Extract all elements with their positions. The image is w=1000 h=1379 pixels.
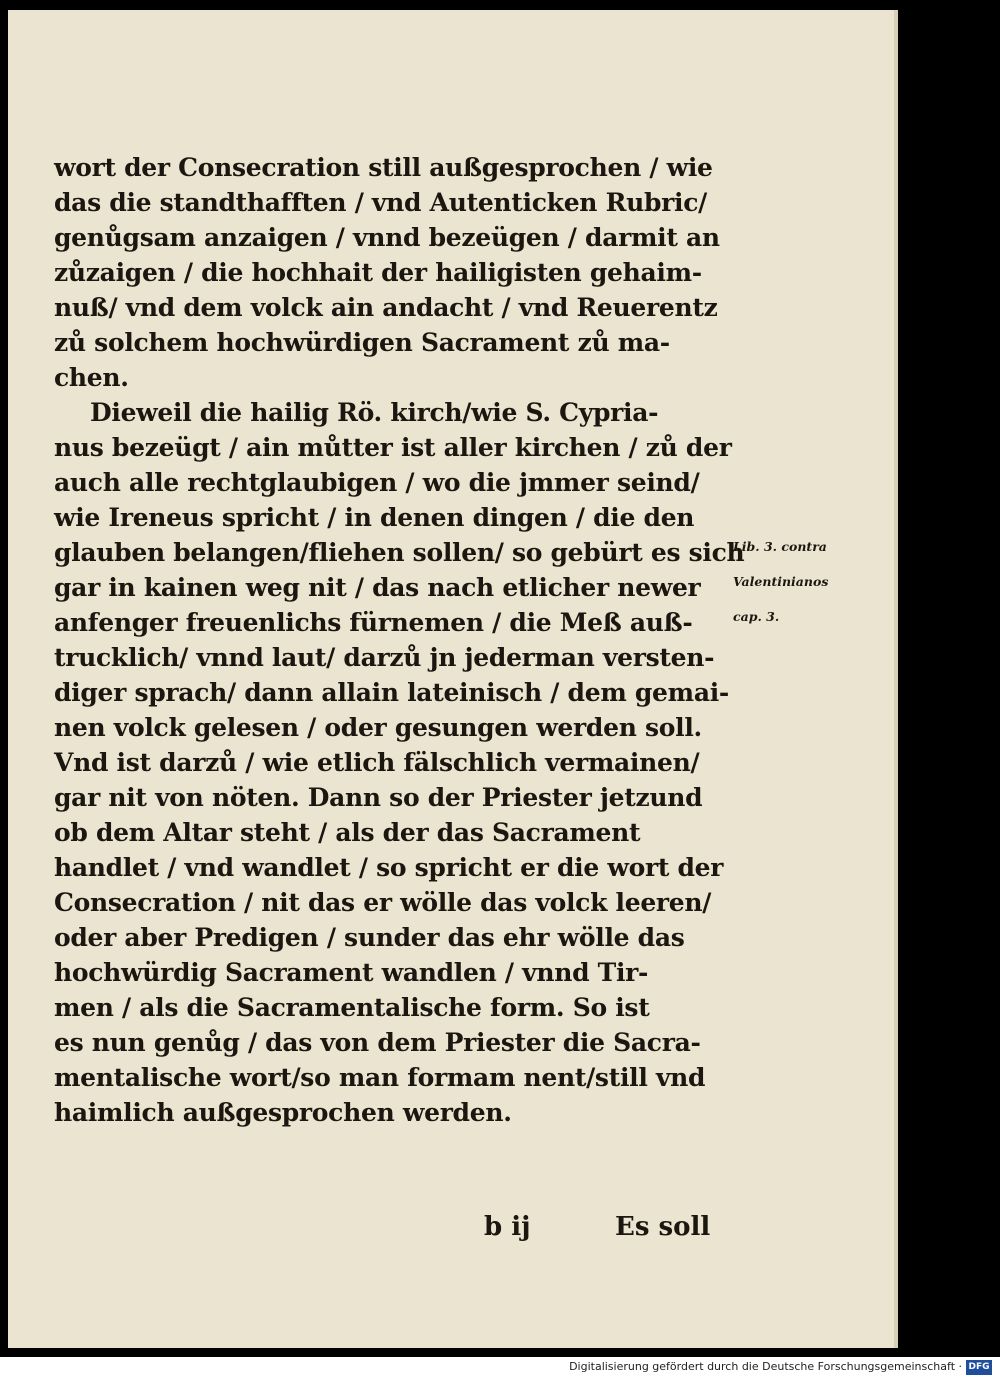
page-footer [8,1205,898,1250]
text-line: wort der Consecration still außgesprochen / wie [54,153,713,182]
paragraph-start-line: Dieweil die hailig Rö. kirch/wie S. Cypria- [90,398,659,427]
text-line: zůzaigen / die hochhait der hailigisten gehaim- [54,258,702,287]
main-text-block [54,150,744,1130]
text-line: das die standthafften / vnd Autenticken Rubric/ [54,188,707,217]
text-line: genůgsam anzaigen / vnnd bezeügen / darmit an [54,223,720,252]
text-line: trucklich/ vnnd laut/ darzů jn jederman versten- [54,643,715,672]
text-line: gar nit von nöten. Dann so der Priester jetzund [54,783,703,812]
text-line: Consecration / nit das er wölle das volck leeren/ [54,888,712,917]
marginal-note-line: Lib. 3. contra [733,539,827,554]
catchword: Es soll [615,1212,711,1242]
text-line: gar in kainen weg nit / das nach etlicher newer [54,573,701,602]
text-line: men / als die Sacramentalische form. So ist [54,993,650,1022]
text-line: oder aber Predigen / sunder das ehr wölle das [54,923,685,952]
text-line: chen. [54,363,129,392]
text-line: diger sprach/ dann allain lateinisch / dem gemai- [54,678,729,707]
book-page [8,10,898,1348]
text-line: nuß/ vnd dem volck ain andacht / vnd Reuerentz [54,293,718,322]
text-line: zů solchem hochwürdigen Sacrament zů ma- [54,328,670,357]
text-line: nen volck gelesen / oder gesungen werden soll. [54,713,702,742]
text-line: hochwürdig Sacrament wandlen / vnnd Tir- [54,958,649,987]
text-line: Vnd ist darzů / wie etlich fälschlich vermainen/ [54,748,700,777]
text-line: mentalische wort/so man formam nent/still vnd [54,1063,706,1092]
funding-credit: Digitalisierung gefördert durch die Deutsche Forschungsgemeinschaft · [569,1360,962,1373]
text-line: auch alle rechtglaubigen / wo die jmmer seind/ [54,468,700,497]
text-line: es nun genůg / das von dem Priester die Sacra- [54,1028,701,1057]
funding-footer [0,1357,1000,1379]
signature-mark: b ij [484,1212,531,1242]
text-line: nus bezeügt / ain můtter ist aller kirchen / zů der [54,433,732,462]
text-line: ob dem Altar steht / als der das Sacrament [54,818,641,847]
text-line: handlet / vnd wandlet / so spricht er die wort der [54,853,724,882]
text-line: anfenger freuenlichs fürnemen / die Meß auß- [54,608,693,637]
marginal-note [733,529,898,634]
marginal-note-line: cap. 3. [733,609,780,624]
text-line: glauben belangen/fliehen sollen/ so gebürt es sich [54,538,745,567]
text-line: haimlich außgesprochen werden. [54,1098,512,1127]
text-line: wie Ireneus spricht / in denen dingen / die den [54,503,695,532]
marginal-note-line: Valentinianos [733,574,829,589]
dfg-logo-icon: DFG [966,1360,992,1375]
